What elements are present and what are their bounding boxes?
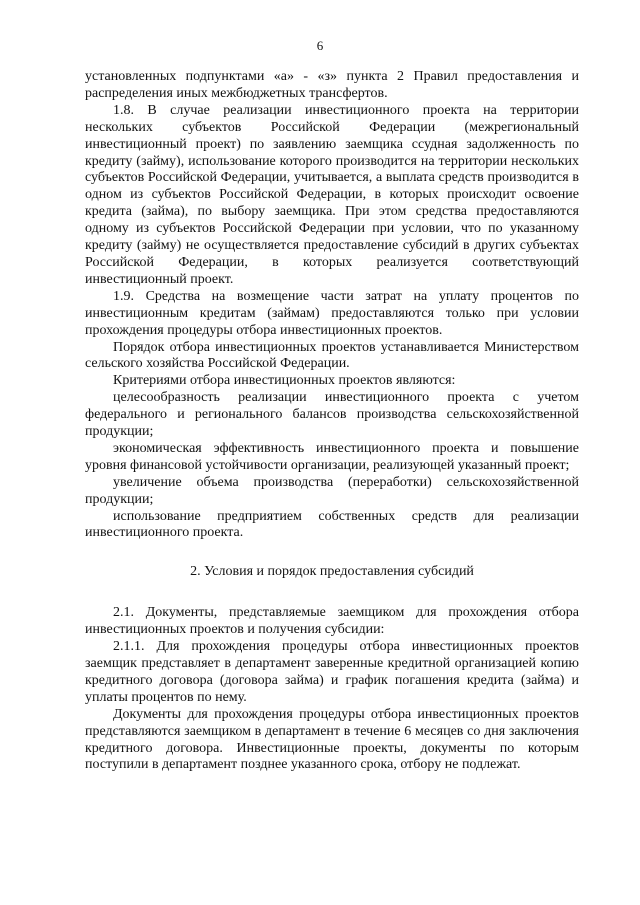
paragraph-criterion-feasibility: целесообразность реализации инвестиционного проекта с учетом федерального и регионального балансов производства сельскохозяйственной продукции; <box>85 390 579 440</box>
paragraph-selection-order: Порядок отбора инвестиционных проектов устанавливается Министерством сельского хозяйства Российской Федерации. <box>85 339 579 372</box>
paragraph-1-9: 1.9. Средства на возмещение части затрат на уплату процентов по инвестиционным кредитам (займам) предоставляются только при условии прохождения процедуры отбора инвестиционных проектов. <box>85 288 579 338</box>
paragraph-1-8: 1.8. В случае реализации инвестиционного проекта на территории нескольких субъектов Российской Федерации (межрегиональный инвестиционный проект) по заявлению заемщика ссудная задолженность по кредиту (займу), использование которого производится на территории нескольких субъектов Российской Федерации, учитывается, а выплата средств производится в одном из субъектов Российской Федерации, в которых происходит освоение кредита (займа), по выбору заемщика. При этом средства предоставляются одному из субъектов Российской Федерации при условии, что по указанному кредиту (займу) не осуществляется предоставление субсидий в других субъектах Российской Федерации, в которых реализуется соответствующий инвестиционный проект. <box>85 102 579 287</box>
paragraph-documents-deadline: Документы для прохождения процедуры отбора инвестиционных проектов представляются заемщиком в департамент в течение 6 месяцев со дня заключения кредитного договора. Инвестиционные проекты, документы по которым поступили в департамент позднее указанного срока, отбору не подлежат. <box>85 706 579 773</box>
paragraph-intro: установленных подпунктами «а» - «з» пункта 2 Правил предоставления и распределения иных межбюджетных трансфертов. <box>85 69 579 101</box>
paragraph-2-1-1: 2.1.1. Для прохождения процедуры отбора инвестиционных проектов заемщик представляет в департамент заверенные кредитной организацией копию кредитного договора (договора займа) и график погашения кредита (займа) и уплаты процентов по нему. <box>85 639 579 705</box>
paragraph-criteria-intro: Критериями отбора инвестиционных проектов являются: <box>113 373 456 389</box>
paragraph-criterion-efficiency: экономическая эффективность инвестиционного проекта и повышение уровня финансовой устойчивости организации, реализующей указанный проект; <box>85 440 579 473</box>
paragraph-2-1: 2.1. Документы, представляемые заемщиком для прохождения отбора инвестиционных проектов и получения субсидии: <box>85 605 579 638</box>
page-number: 6 <box>316 38 324 53</box>
paragraph-criterion-production: увеличение объема производства (переработки) сельскохозяйственной продукции; <box>85 474 579 507</box>
paragraph-criterion-own-funds: использование предприятием собственных средств для реализации инвестиционного проекта. <box>85 508 579 541</box>
document-body <box>85 69 579 774</box>
section-heading-2: 2. Условия и порядок предоставления субсидий <box>190 564 474 580</box>
